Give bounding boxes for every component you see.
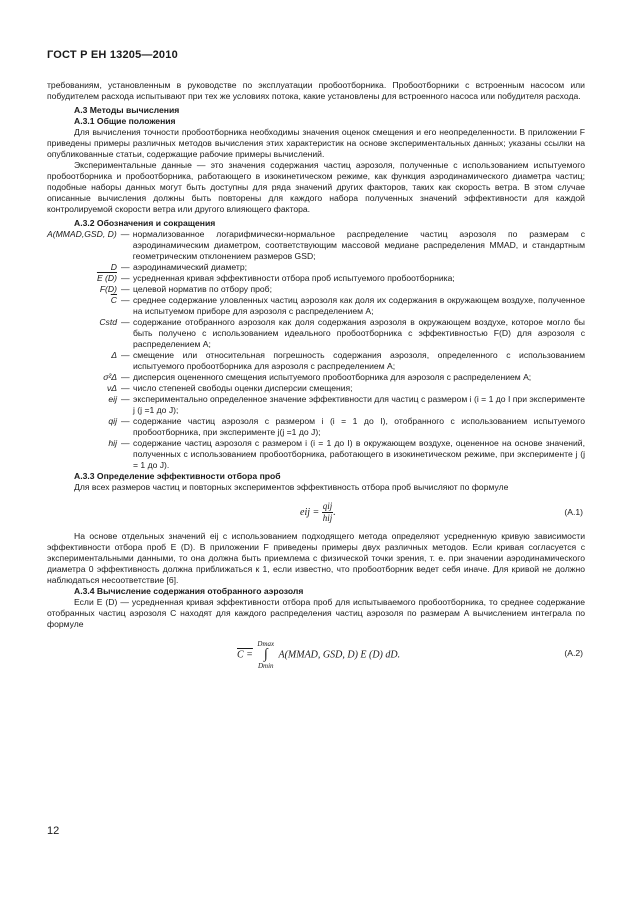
symbol-row: E (D) — усредненная кривая эффективности отбора проб испытуемого пробоотборника; [47, 273, 585, 284]
symbol: eij [108, 394, 117, 404]
integral-lower-limit: Dmin [258, 662, 274, 670]
symbol-definition: смещение или относительная погрешность содержания аэрозоля, определенного с использованием испытуемого пробоотборника для аэрозоля с распределением A; [133, 350, 585, 371]
symbol-definition: среднее содержание уловленных частиц аэрозоля как доля их содержания в окружающем воздухе, полученное на испытуемом приборе для аэрозоля с распределением A; [133, 295, 585, 316]
formula-a2 [47, 634, 585, 670]
symbol-row: F(D) — целевой норматив по отбору проб; [47, 284, 585, 295]
symbol-definition: экспериментально определенное значение эффективности для частиц с размером i (i = 1 до I при эксперименте j (j =1 до J); [133, 394, 585, 415]
symbol: Cstd [99, 317, 117, 327]
integral-upper-limit: Dmax [257, 640, 275, 648]
paragraph-sampled-content: Если E (D) — усредненная кривая эффективности отбора проб для испытываемого пробоотборника, то среднее содержание отобранных частиц аэрозоля C находят для каждого распределения частиц аэрозоля по размерам A вычислением интеграла по формуле [47, 597, 585, 629]
symbol-row: eij — экспериментально определенное значение эффективности для частиц с размером i (i = 1 до I при эксперименте j (j =1 до J); [47, 394, 585, 416]
formula-number: (A.1) [564, 507, 583, 517]
symbol-definition: целевой норматив по отбору проб; [133, 284, 272, 294]
symbol-definition: дисперсия оцененного смещения испытуемого пробоотборника для аэрозоля с распределением A; [133, 372, 532, 382]
symbol-row: $\overline{C}$ — среднее содержание уловленных частиц аэрозоля как доля их содержания в окружающем воздухе, полученное на испытуемом приборе для аэрозоля с распределением A; [47, 295, 585, 317]
symbol: A(MMAD,GSD, D) [47, 229, 117, 239]
symbol-definition: усредненная кривая эффективности отбора проб испытуемого пробоотборника; [133, 273, 455, 283]
paragraph-efficiency: Для всех размеров частиц и повторных экспериментов эффективность отбора проб вычисляют по формуле [74, 482, 509, 492]
formula-number: (A.2) [564, 648, 583, 658]
section-a34-heading: A.3.4 Вычисление содержания отобранного аэрозоля [74, 586, 304, 596]
paragraph-general-1: Для вычисления точности пробоотборника необходимы значения оценок смещения и его неопределенности. В приложении F приведены примеры различных методов вычисления этих характеристик на основе экспериментальных данных; указаны ссылки на опубликованные статьи, содержащие рабочие примеры вычислений. [47, 127, 585, 159]
symbol: νΔ [106, 383, 117, 393]
symbols-list [47, 229, 585, 471]
page-header: ГОСТ Р ЕН 13205—2010 [47, 49, 178, 61]
symbol: F(D) [99, 284, 117, 294]
fraction-numerator: qij [322, 501, 333, 511]
symbol-row: qij — содержание частиц аэрозоля с размером i (i = 1 до I), отобранного с использованием испытуемого пробоотборника, при эксперименте j(j =1 до J); [47, 416, 585, 438]
paragraph-general-2: Экспериментальные данные — это значения содержания частиц аэрозоля, полученные с использованием испытуемого пробоотборника и пробоотборника, работающего в изокинетическом режиме, как функция аэродинамического диаметра частиц; подобные наборы данных могут быть доступны для ряда значений других факторов, таких как скорость ветра. В этом случае описанные вычисления должны быть повторены для каждого набора полученных значений эффективности для каждой контролируемой скорости ветра или другого влияющего фактора. [47, 160, 585, 214]
symbol: D [110, 262, 117, 272]
symbol-row: hij — содержание частиц аэрозоля с размером i (i = 1 до I) в окружающем воздухе, оцененное на основе значений, полученных с использованием пробоотборника, работающего в изокинетическом режиме, при эксперименте j (j = 1 до J). [47, 438, 585, 471]
symbol: qij [108, 416, 117, 426]
symbol: E (D) [96, 273, 117, 283]
symbol: σ²Δ [103, 372, 117, 382]
formula-lhs: eij = [300, 506, 320, 518]
formula-lhs: C = [237, 649, 253, 661]
integral-sign: Dmax ∫ Dmin [257, 640, 275, 670]
section-a3-heading: A.3 Методы вычисления [74, 105, 180, 115]
section-a31-heading: A.3.1 Общие положения [74, 116, 176, 126]
symbol-row: Δ — смещение или относительная погрешность содержания аэрозоля, определенного с использованием испытуемого пробоотборника для аэрозоля с распределением A; [47, 350, 585, 372]
paragraph-average-curve: На основе отдельных значений eij с использованием подходящего метода определяют усредненную кривую зависимости эффективности отбора проб E (D). В приложении F приведены примеры двух различных методов. Если кривая согласуется с экспериментальными данными, то она должна быть приемлема с физической точки зрения, т. е. при значении аэродинамического диаметра 0 эффективность должна приближаться к 1, если известно, что пробоотборник ведет себя иначе. Для кривой не должно наблюдаться несоответствие [6]. [47, 531, 585, 585]
fraction-denominator: hij [322, 513, 333, 523]
symbol-definition: число степеней свободы оценки дисперсии смещения; [133, 383, 353, 393]
symbol-definition: содержание частиц аэрозоля с размером i (i = 1 до I) в окружающем воздухе, оцененное на основе значений, полученных с использованием пробоотборника, работающего в изокинетическом режиме, при эксперименте j (j = 1 до J). [133, 438, 585, 470]
page-number: 12 [47, 825, 60, 837]
fraction [322, 501, 334, 524]
symbol-definition: содержание частиц аэрозоля с размером i (i = 1 до I), отобранного с использованием испытуемого пробоотборника, при эксперименте j(j =1 до J); [133, 416, 585, 437]
symbol-row: A(MMAD,GSD, D) — нормализованное логарифмически-нормальное распределение частиц аэрозоля по размерам с аэродинамическим диаметром, соответствующим массовой медиане распределения MMAD, и стандартным геометрическим отклонением размеров GSD; [47, 229, 585, 261]
integral-body: A(MMAD, GSD, D) E (D) dD. [278, 649, 401, 661]
symbol: hij [108, 438, 117, 448]
symbol-definition: содержание отобранного аэрозоля как доля содержания аэрозоля в окружающем воздухе, которое могло бы быть получено с использованием идеального пробоотборника с эффективностью F(D) для аэрозоля с распределением A; [133, 317, 585, 349]
symbol-definition: нормализованное логарифмически-нормальное распределение частиц аэрозоля по размерам с аэродинамическим диаметром, соответствующим массовой медиане распределения MMAD, и стандартным геометрическим отклонением размеров GSD; [132, 229, 585, 261]
symbol-row: Cstd — содержание отобранного аэрозоля как доля содержания аэрозоля в окружающем воздухе, которое могло бы быть получено с использованием идеального пробоотборника с эффективностью F(D) для аэрозоля с распределением A; [47, 317, 585, 350]
symbol: Δ [111, 350, 117, 360]
formula-a1: eij = $\frac{\text{qij}}{\text{hij}}$ . (A.1) [300, 501, 583, 523]
symbol-row: σ²Δ — дисперсия оцененного смещения испытуемого пробоотборника для аэрозоля с распределением A; [47, 372, 585, 383]
document-body [47, 80, 585, 674]
section-a32-heading: A.3.2 Обозначения и сокращения [74, 218, 216, 228]
symbol-row: νΔ — число степеней свободы оценки дисперсии смещения; [47, 383, 585, 394]
symbol: $\overline{C}$ [110, 295, 117, 305]
intro-paragraph: требованиям, установленным в руководстве по эксплуатации пробоотборника. Пробоотборники с встроенным насосом или побудителем расхода испытывают при тех же условиях потока, какие установлены для встроенного насоса или побудителя расхода. [47, 80, 585, 101]
symbol-row: D — аэродинамический диаметр; [47, 262, 585, 273]
symbol-definition: аэродинамический диаметр; [133, 262, 247, 272]
section-a33-heading: A.3.3 Определение эффективности отбора проб [74, 471, 281, 481]
